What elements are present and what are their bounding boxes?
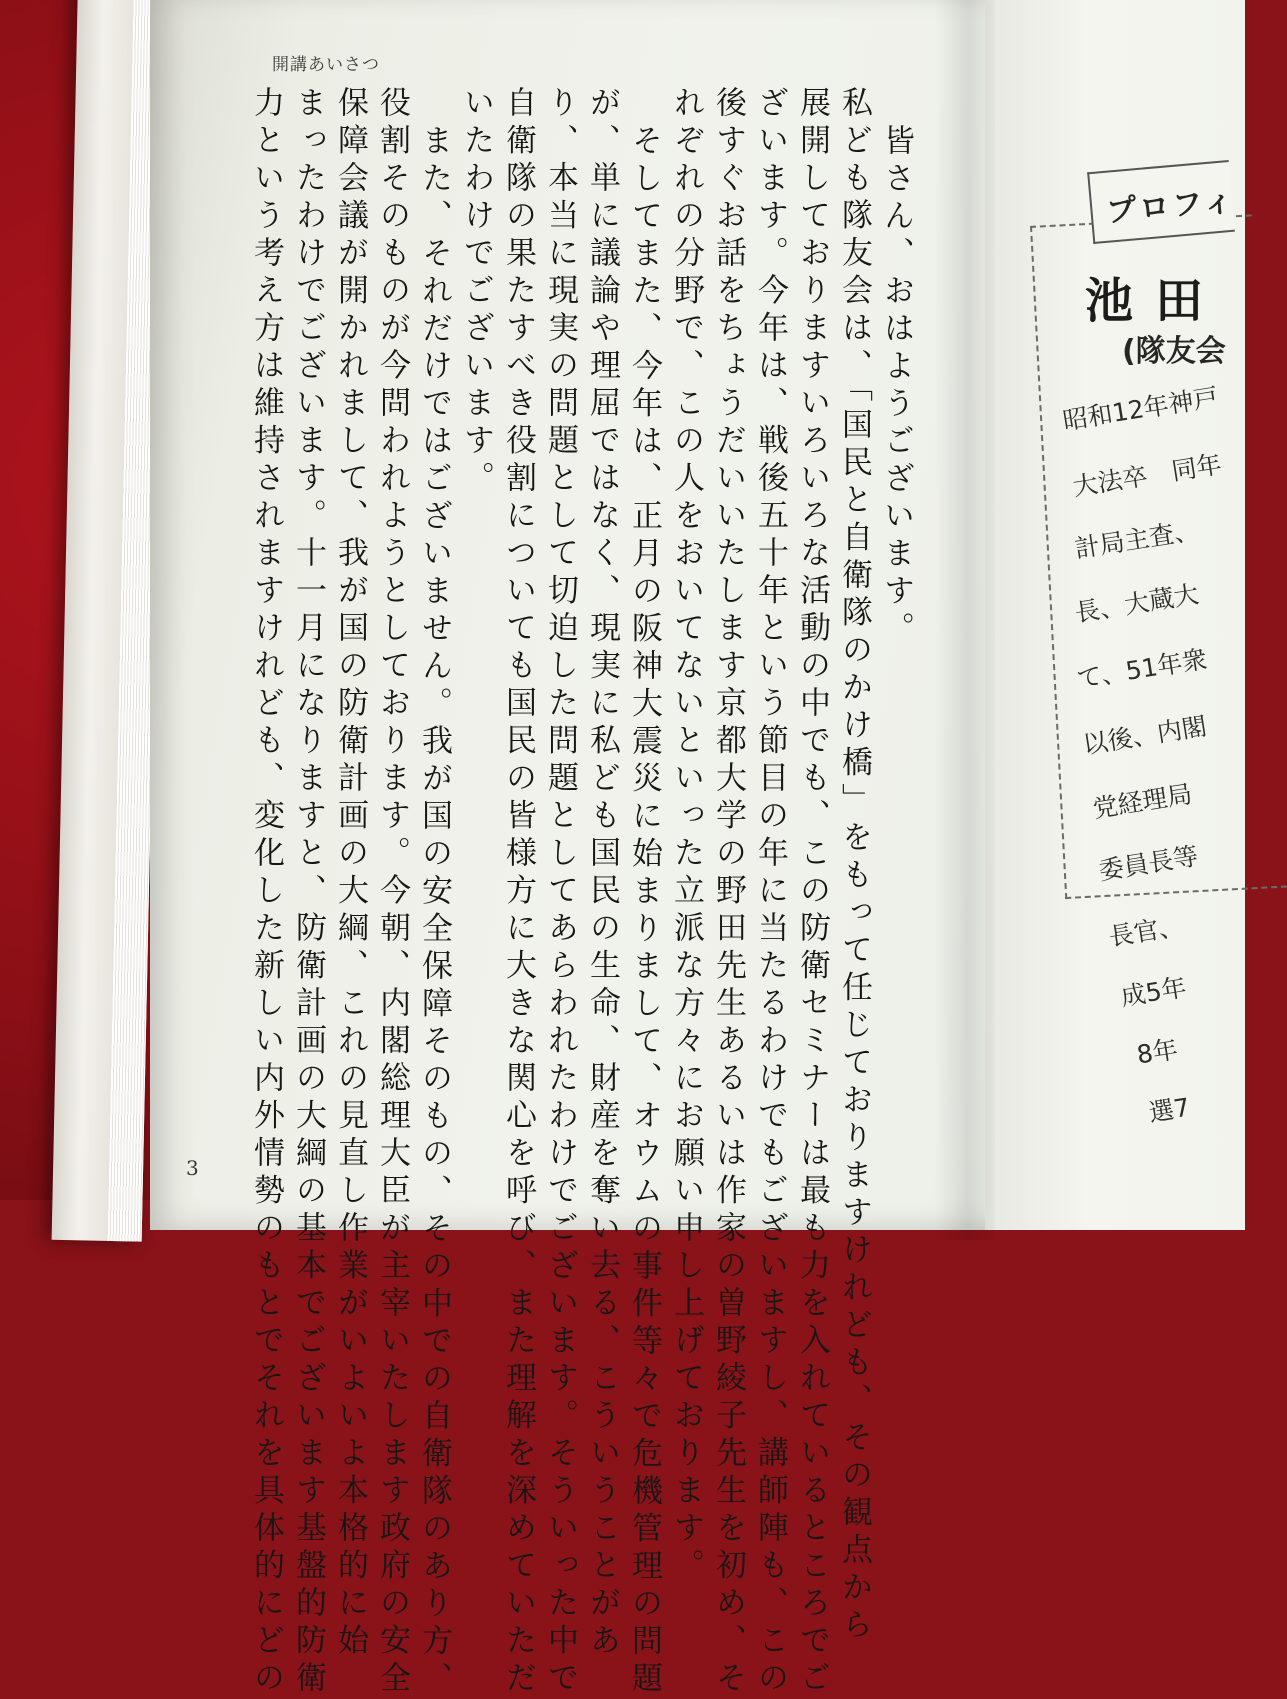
body-column-5: 後すぐお話をちょうだいいたします京都大学の野田先生あるいは作家の曽野綾子先生を初め、そ (710, 86, 746, 1699)
page-number: 3 (186, 1156, 199, 1180)
profile-line: 計局主査、 (1072, 515, 1201, 564)
body-column-3: 展開しておりますいろいろな活動の中でも、この防衛セミナーは最も力を入れているところでご (794, 86, 830, 1699)
book-gutter-shadow (935, 0, 995, 1240)
body-column-10: 自衛隊の果たすべき役割についても国民の皆様方に大きな関心を呼び、また理解を深めていただ (500, 86, 536, 1699)
profile-line: 長、大蔵大 (1072, 579, 1201, 628)
profile-line: 8年 (1134, 1034, 1180, 1070)
profile-name: 池田 (1085, 273, 1226, 329)
profile-line: 党経理局 (1090, 779, 1195, 824)
body-column-6: れぞれの分野で、この人をおいてないといった立派な方々にお願い申し上げております。 (668, 86, 704, 1586)
body-column-11: いたわけでございます。 (458, 86, 494, 499)
body-column-2: 私ども隊友会は、「国民と自衛隊のかけ橋」をもって任じておりますけれども、その観点から (836, 86, 872, 1646)
profile-line: 昭和12年神戸 (1060, 382, 1221, 436)
profile-line: て、51年衆 (1074, 644, 1210, 694)
body-column-8: が、単に議論や理屈ではなく、現実に私ども国民の生命、財産を奪い去る、こういうことがあ (584, 86, 620, 1661)
body-column-15: まったわけでございます。十一月になりますと、防衛計画の大綱の基本でございます基盤的防衛 (290, 86, 326, 1699)
body-column-14: 保障会議が開かれまして、我が国の防衛計画の大綱、これの見直し作業がいよいよ本格的に始 (332, 86, 368, 1661)
profile-line: 以後、内閣 (1080, 711, 1209, 760)
body-column-13: 役割そのものが今問われようとしております。今朝、内閣総理大臣が主宰いたします政府の安全 (374, 86, 410, 1699)
body-column-4: ざいます。今年は、戦後五十年という節目の年に当たるわけでもございますし、講師陣も、この (752, 86, 788, 1699)
body-column-9: り、本当に現実の問題として切迫した問題としてあらわれたわけでございます。そういった中で (542, 86, 578, 1699)
profile-line: 長官、 (1106, 911, 1186, 952)
profile-tab (1087, 160, 1238, 244)
body-column-7: そしてまた、今年は、正月の阪神大震災に始まりまして、オウムの事件等々で危機管理の問題 (626, 124, 662, 1699)
body-column-16: 力という考え方は維持されますけれども、変化した新しい内外情勢のもとでそれを具体的にどの (248, 86, 284, 1699)
body-column-1: 皆さん、おはようございます。 (878, 124, 914, 649)
profile-organization: (隊友会 (1122, 334, 1226, 369)
profile-line: 成5年 (1118, 972, 1189, 1012)
profile-line: 大法卒 同年 (1070, 449, 1224, 502)
profile-line: 委員長等 (1096, 841, 1201, 886)
profile-tab-label: プロフィ (1105, 183, 1238, 230)
running-header: 開講あいさつ (272, 55, 380, 75)
profile-line: 選7 (1146, 1092, 1192, 1128)
body-column-12: また、それだけではございません。我が国の安全保障そのもの、その中での自衛隊のあり方、 (416, 124, 452, 1699)
